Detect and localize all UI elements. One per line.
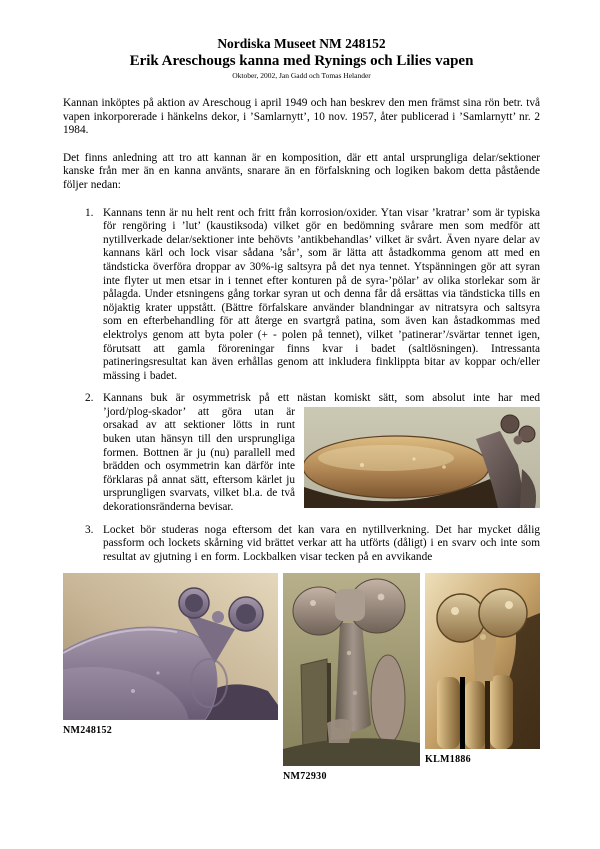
list-item-2-text-line1: Kannans buk är osymmetrisk på ett nästan komiskt sätt, som absolut inte har med: [103, 392, 540, 405]
list-item-2: [63, 392, 540, 514]
thumbpiece-photo-nm248152: [63, 573, 278, 720]
page-subtitle: Erik Areschougs kanna med Rynings och Lilies vapen: [129, 53, 474, 69]
paragraph-provenance: Kannan inköptes på aktion av Areschoug i april 1949 och han beskrev den men främst sina rön betr. två vapen inkorporerade i hänkelns dekor, i ’Samlarnytt’, 10 nov. 1957, åter publicerad i ’Samlarnytt’ nr. 2 1984.: [63, 97, 540, 137]
list-item-3: [63, 524, 540, 565]
photo-row: [63, 573, 540, 782]
figure-nm248152: [63, 573, 278, 736]
document-header: [63, 36, 540, 80]
jug-lid-photo: [304, 407, 540, 508]
list-number-3: 3.: [85, 523, 94, 536]
caption-klm1886: KLM1886: [425, 754, 471, 766]
thumbpiece-photo-klm1886: [425, 573, 540, 749]
paragraph-thesis: Det finns anledning att tro att kannan är en komposition, där ett antal ursprungliga delar/sektioner kanske från mer än en kanna använts, snarare än en förfalskning och logiken bakom detta påstående följer nedan:: [63, 151, 540, 191]
page-title: Nordiska Museet NM 248152: [217, 36, 386, 51]
argument-list: [63, 207, 540, 565]
list-item-2-text-rest: ’jord/plog-skador’ att göra utan är orsakad av att sektioner lötts in runt buken utan hänsyn till den ursprungliga formen. Bottnen är ju (nu) parallell med brädden och osymmetrin kan därför inte förklaras på annat sätt, eftersom kärlet ju ursprungligen svarvats, vilket bl.a. de två dekorationsränderna bevisar.: [103, 405, 295, 514]
thumbpiece-photo-nm72930: [283, 573, 420, 766]
list-item-2-wrap: [103, 406, 540, 515]
list-number-1: 1.: [85, 206, 94, 219]
list-item-1-text: Kannans tenn är nu helt rent och fritt från korrosion/oxider. Ytan visar ’kratrar’ som är typiska för rengöring i ’lut’ (kaustiksoda) vilket gör en bedömning svårare men som medför att nytillverkade delar/sektioner inte behövts ’antikbehandlas’ vilket är svårt. Även nyare delar av kannans kärl och lock visar sådana ’sår’, som är lätta att åstadkomma genom att med en tändsticka överföra droppar av 30%-ig saltsyra på det nya tennet. Ytspänningen gör att syran inte flyter ut men etsar in i tennet efter konturen på de syra-’pölar’ av olika storlekar som är pålagda. Under etsningens gång torkar syran ut och denna får då ersättas via tändsticka tills en nöjaktig krater uppstått. (Bättre förfalskare använder blandningar av nitratsyra och saltsyra som en efterbehandling för att återge en svartgrå patina, som även kan åstadkommas med elektrolys genom att byta poler (+ - polen på tennet), vilket ’patinerar’/svärtar tennet igen, förutsatt att gamla föroreningar finns kvar i badet (saltlösningen). Intressanta patineringsresultat kan även erhållas genom att inkludera finklippta bitar av koppar och/eller mässing i badet.: [103, 206, 540, 382]
list-number-2: 2.: [85, 392, 94, 405]
list-item-1: [63, 207, 540, 384]
caption-nm248152: NM248152: [63, 725, 113, 737]
caption-nm72930: NM72930: [283, 771, 327, 783]
byline: Oktober, 2002, Jan Gadd och Tomas Helander: [232, 71, 371, 80]
list-item-3-text: Locket bör studeras noga eftersom det kan vara en nytillverkning. Det har mycket dålig passform och lockets skårning vid brättet verkar att ha utförts (dåligt) i en svarv och inte som resultat av gjutning i en form. Lockbalken visar tecken på en avvikande: [103, 523, 540, 563]
figure-nm72930: [283, 573, 420, 782]
figure-klm1886: [425, 573, 540, 765]
